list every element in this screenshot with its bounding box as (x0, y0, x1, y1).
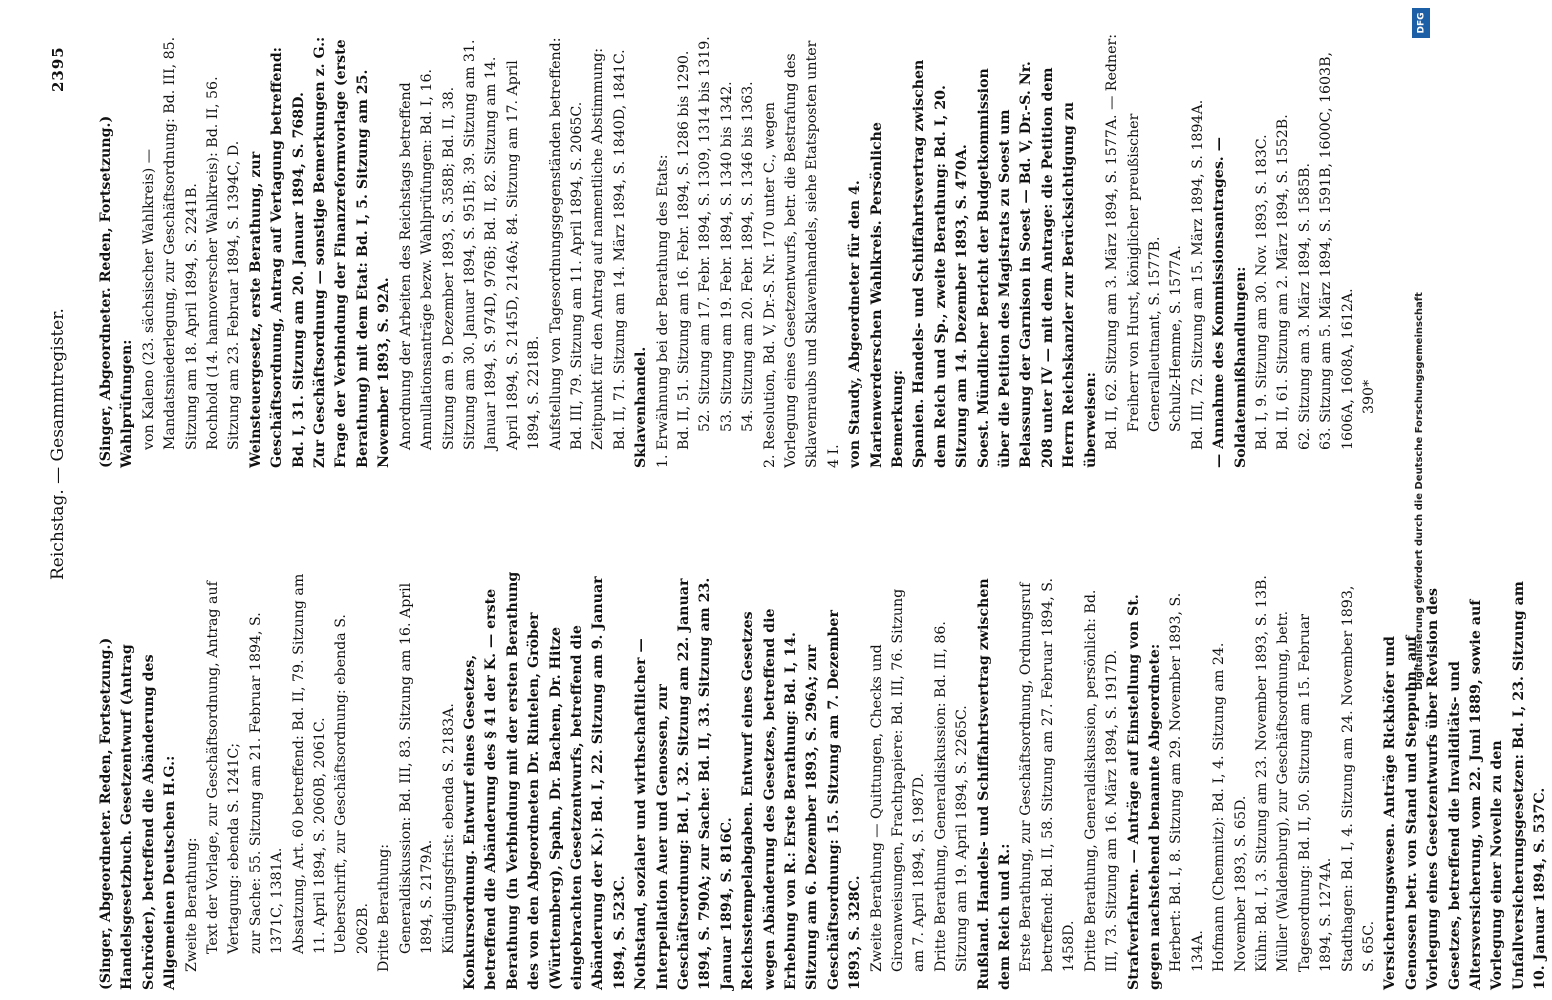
index-entry: Soldatenmißhandlungen: (1232, 266, 1249, 468)
index-entry: Zweite Berathung — Quittungen, Checks und Giroanweisungen, Frachtpapiere: Bd. III, 76. Sitzung am 7. April 1894, S. 1987D. (868, 588, 928, 972)
index-entry: Kühn: Bd. I, 3. Sitzung am 23. November 1893, S. 13B. (1253, 575, 1270, 972)
index-entry: Zweite Berathung: (183, 837, 200, 972)
index-entry: Dritte Berathung, Generaldiskussion: Bd. III, 86. Sitzung am 19. April 1894, S. 2265C. (932, 621, 971, 972)
index-entry: Konkursordnung. Entwurf eines Gesetzes, betreffend die Abänderung des § 41 der K. — erste Berathung (in Verbindung mit der ersten Berathung des von den Abgeordneten Dr. Rintelen, Gröber (Württemberg), Spahn, Dr. Bachem, Dr. Hitze eingebrachten Gesetzentwurfs, betreffend die Abänderung der K.): Bd. I, 22. Sitzung am 9. Januar 1894, S. 523C. (461, 571, 628, 990)
digitization-credit: Digitalisierung gefördert durch die Deutsche Forschungsgemeinschaft (1414, 292, 1425, 690)
index-entry: Ueberschrift, zur Geschäftsordnung: ebenda S. 2062B. (333, 614, 371, 954)
index-entry: Stadthagen: Bd. I, 4. Sitzung am 24. November 1893, S. 65C. (1339, 585, 1377, 972)
index-entry: 1. Erwähnung bei der Berathung des Etats: (654, 154, 671, 468)
index-entry: Aufstellung von Tagesordnungsgegenständen betreffend: Bd. III, 79. Sitzung am 11. April 1894, S. 2065C. (547, 37, 585, 450)
index-entry: Zur Geschäftsordnung — sonstige Bemerkungen z. G.: Frage der Verbindung der Finanzreformvorlage (erste Berathung) mit dem Etat: Bd. I, 5. Sitzung am 25. November 1893, S. 92A. (312, 36, 393, 468)
index-entry: Text der Vorlage, zur Geschäftsordnung, Antrag auf Vertagung: ebenda S. 1241C; (205, 581, 243, 954)
index-entry: Sklavenhandel. (633, 346, 650, 468)
index-entry: Reichsstempelabgaben. Entwurf eines Gesetzes wegen Abänderung des Gesetzes, betreffend die Erhebung von R.: Erste Berathung: Bd. I, 14. Sitzung am 6. Dezember 1893, S. 296A; zur Geschäftsordnung: 15. Sitzung am 7. Dezember 1893, S. 328C. (740, 608, 864, 990)
index-entry: 390* (1360, 379, 1377, 414)
index-entry: Bd. II, 61. Sitzung am 2. März 1894, S. 1552B. (1275, 114, 1292, 450)
index-entry: Hofmann (Chemnitz): Bd. I, 4. Sitzung am 24. November 1893, S. 65D. (1211, 642, 1249, 972)
index-entry: 63. Sitzung am 5. März 1894, S. 1591B, 1600C, 1603B, 1606A, 1608A, 1612A. (1318, 51, 1356, 450)
index-entry: Spanien. Handels- und Schiffahrtsvertrag zwischen dem Reich und Sp., zweite Berathung: Bd. I, 20. Sitzung am 14. Dezember 1893, S. 470A. (911, 59, 971, 468)
index-entry: — Annahme des Kommissionsantrages. — (1211, 137, 1228, 468)
index-entry: Bd. I, 9. Sitzung am 30. Nov. 1893, S. 183C. (1253, 134, 1270, 450)
index-entry: Anordnung der Arbeiten des Reichstags betreffend Annullationsanträge bezw. Wahlprüfungen: Bd. I, 16. Sitzung am 9. Dezember 1893, S. 358B; Bd. II, 38. Sitzung am 30. Januar 1894, S. 951B; 39. Sitzung am 31. Januar 1894, S. 974D, 976B; Bd. II, 82. Sitzung am 14. April 1894, S. 2145D, 2146A; 84. Sitzung am 17. April 1894, S. 2218B. (397, 39, 543, 450)
index-entry: Kündigungsfrist: ebenda S. 2183A. (440, 703, 457, 954)
index-entry: 62. Sitzung am 3. März 1894, S. 1585B. (1296, 163, 1313, 450)
index-entry: Weinsteuergesetz, erste Berathung, zur Geschäftsordnung, Antrag auf Vertagung betreffend: Bd. I, 31. Sitzung am 20. Januar 1894, S. 768D. (247, 47, 307, 468)
index-entry: 54. Sitzung am 20. Febr. 1894, S. 1346 bis 1363. (740, 81, 757, 432)
index-entry: von Kaleno (23. sächsischer Wahlkreis) — Mandatsniederlegung, zur Geschäftsordnung: Bd. III, 85. Sitzung am 18. April 1894, S. 2241B. (140, 36, 200, 450)
dfg-logo: DFG (1412, 8, 1430, 38)
index-entry: Bd. II, 51. Sitzung am 16. Febr. 1894, S. 1286 bis 1290. (675, 50, 692, 450)
index-entry: Freiherr von Hurst, königlicher preußischer Generalleutnant, S. 1577B. (1125, 113, 1163, 432)
index-entry: Rußland. Handels- und Schiffahrtsvertrag zwischen dem Reich und R.: (975, 578, 1014, 990)
index-entry: Herbert: Bd. I, 8. Sitzung am 29. November 1893, S. 134A. (1168, 592, 1206, 972)
column-right (96, 28, 1380, 468)
running-title: Reichstag. — Gesammtregister. (48, 308, 68, 580)
index-entry: Generaldiskussion: Bd. III, 83. Sitzung am 16. April 1894, S. 2179A. (397, 582, 436, 954)
index-entry: Absatzung, Art. 60 betreffend: Bd. II, 79. Sitzung am 11. April 1894, S. 2060B, 2061C. (290, 573, 329, 954)
index-entry: Schulz-Hemme, S. 1577A. (1168, 245, 1185, 432)
index-entry: Versicherungswesen. Anträge Rickhöfer und Genossen betr. von Stand und Steppuhn, auf Vorlegung eines Gesetzentwurfs über Revision des Gesetzes, betreffend die Invaliditäts- und Altersversicherung, vom 22. Juni 1889, sowie auf Vorlegung einer Novelle zu den Unfallversicherungsgesetzen: Bd. I, 23. Sitzung am 10. Januar 1894, S. 537C. (1382, 581, 1549, 990)
page-number: 2395 (49, 46, 67, 92)
index-entry: Strafverfahren. — Anträge auf Einstellung von St. gegen nachstehend benannte Abgeordnete: (1125, 594, 1163, 990)
index-entry: Bd. III, 72. Sitzung am 15. März 1894, S. 1894A. (1189, 99, 1206, 450)
index-entry: Zeitpunkt für den Antrag auf namentliche Abstimmung: Bd. II, 71. Sitzung am 14. März 1894, S. 1840D, 1841C. (590, 48, 628, 450)
index-entry: Bd. II, 62. Sitzung am 3. März 1894, S. 1577A. — Redner: (1104, 33, 1121, 450)
index-entry: Erste Berathung, zur Geschäftsordnung, Ordnungsruf betreffend: Bd. II, 58. Sitzung am 27. Februar 1894, S. 1458D. (1018, 577, 1078, 972)
index-entry: (Singer, Abgeordneter. Reden, Fortsetzung.) (98, 115, 114, 468)
index-entry: Dritte Berathung, Generaldiskussion, persönlich: Bd. III, 73. Sitzung am 16. März 1894, S. 1917D. (1082, 589, 1121, 972)
index-entry: Nothstand, sozialer und wirthschaftlicher — Interpellation Auer und Genossen, zur Geschäftsordnung: Bd. I, 32. Sitzung am 22. Januar 1894, S. 790A; zur Sache: Bd. II, 33. Sitzung am 23. Januar 1894, S. 816C. (633, 577, 735, 990)
index-entry: 2. Resolution, Bd. V, Dr.-S. Nr. 170 unter C., wegen Vorlegung eines Gesetzentwurfs, betr. die Bestrafung des Sklavenraubs und Sklavenhandels, siehe Etatsposten unter 4 I. (761, 40, 842, 468)
index-entry: Handelsgesetzbuch. Gesetzentwurf (Antrag Schröder), betreffend die Abänderung des Allgemeinen Deutschen H.G.: (119, 644, 179, 990)
column-left (96, 570, 1552, 990)
index-entry: (Singer, Abgeordneter. Reden, Fortsetzung.) (98, 637, 114, 990)
index-entry: 53. Sitzung am 19. Febr. 1894, S. 1340 bis 1342. (718, 81, 735, 432)
index-entry: von Staudy, Abgeordneter für den 4. Marienwerderschen Wahlkreis. Persönliche Bemerkung: (847, 122, 907, 468)
index-entry: Rochhold (14. hannoverscher Wahlkreis): Bd. II, 56. Sitzung am 23. Februar 1894, S. 1394C, D. (205, 76, 243, 450)
index-entry: Müller (Waldenburg), zur Geschäftsordnung, betr. Tagesordnung: Bd. II, 50. Sitzung am 15. Februar 1894, S. 1274A. (1275, 610, 1335, 972)
index-entry: zur Sache: 55. Sitzung am 21. Februar 1894, S. 1371C, 1381A. (247, 612, 286, 954)
index-entry: Soest. Mündlicher Bericht der Budgetkommission über die Petition des Magistrats zu Soest um Belassung der Garnison in Soest — Bd. V, Dr.-S. Nr. 208 unter IV — mit dem Antrage: die Petition dem Herrn Reichskanzler zur Berücksichtigung zu überweisen: (975, 61, 1099, 468)
index-entry: Dritte Berathung: (376, 843, 393, 972)
index-entry: 52. Sitzung am 17. Febr. 1894, S. 1309, 1314 bis 1319. (697, 36, 714, 432)
index-entry: Wahlprüfungen: (119, 339, 136, 468)
